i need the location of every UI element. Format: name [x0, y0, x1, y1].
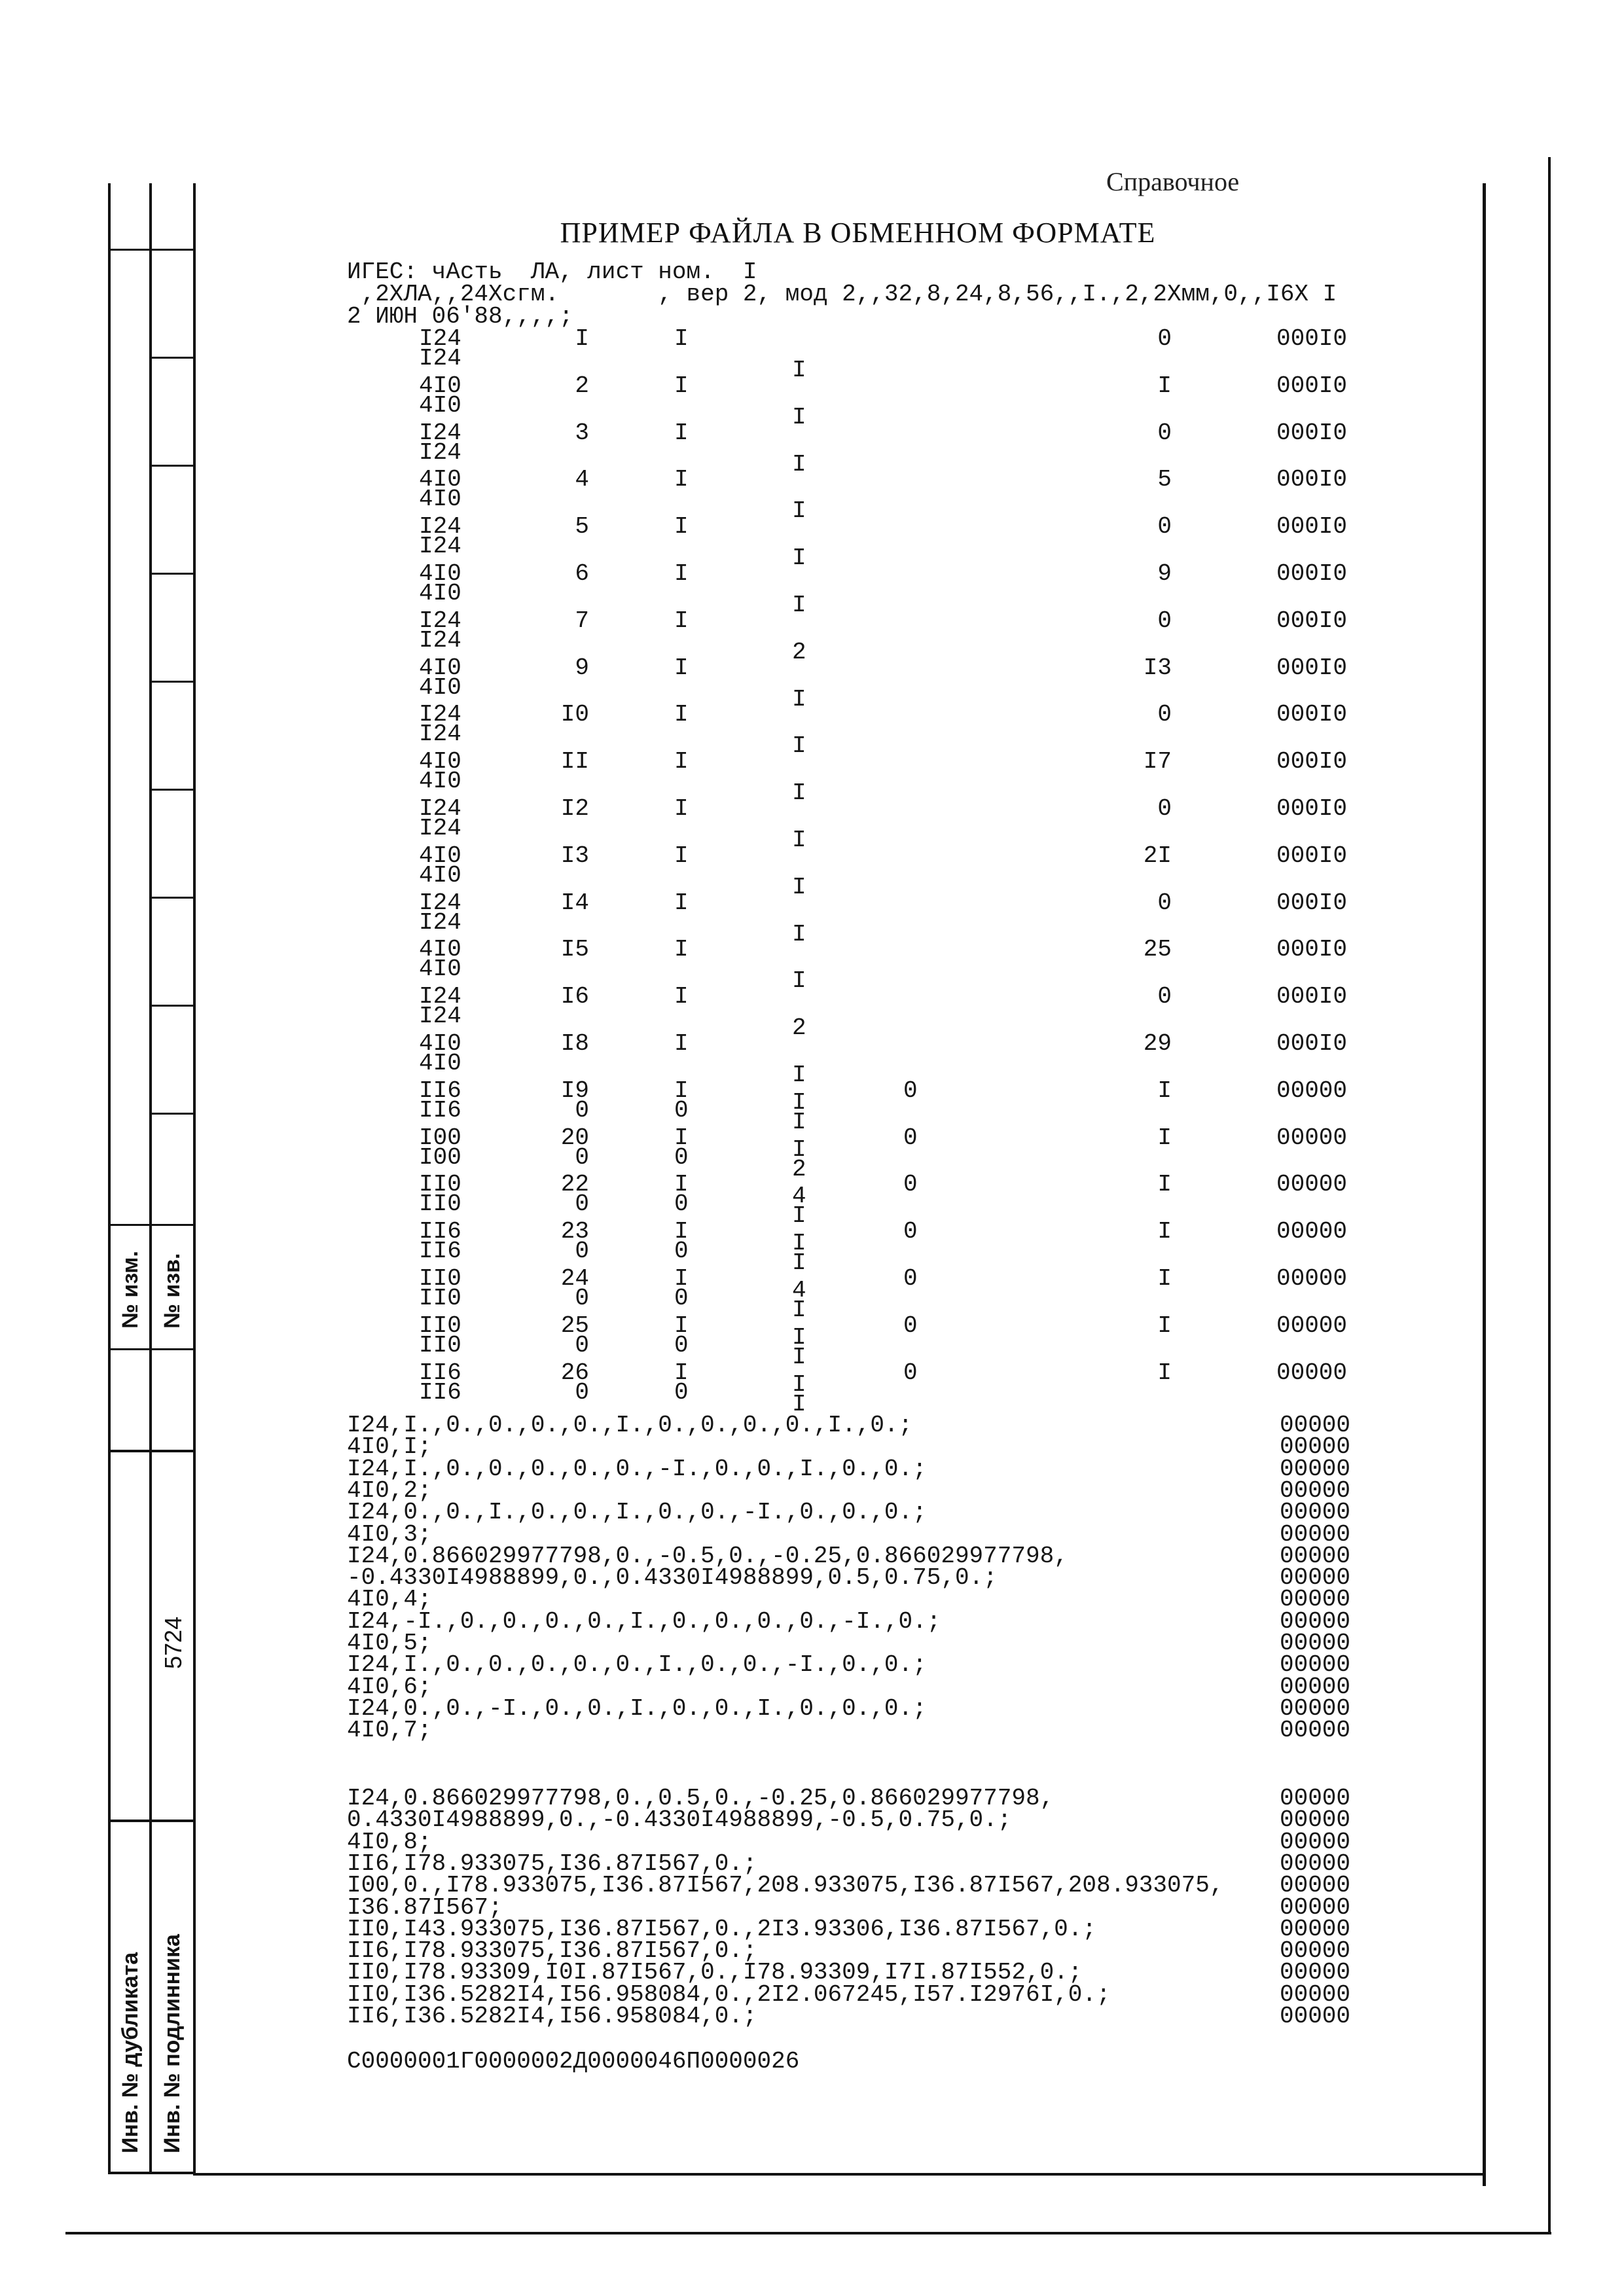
directory-cell: 0 [575, 1285, 589, 1312]
directory-cell: I24 [419, 626, 461, 654]
parameter-line: I24,0.866029977798,0.,-0.5,0.,-0.25,0.866029977798, [347, 1542, 1068, 1570]
parameter-seq: 00000 [1280, 1673, 1351, 1700]
directory-cell: I [792, 1108, 806, 1136]
start-line-1: ИГЕС: чАсть ЛА, лист ном. I [347, 259, 757, 285]
directory-cell: II [560, 748, 589, 776]
directory-cell: I8 [560, 1030, 589, 1057]
directory-cell: I [674, 701, 689, 728]
directory-cell: 4I0 [419, 842, 461, 869]
directory-cell: 000I0 [1276, 889, 1348, 916]
directory-cell: I2 [560, 795, 589, 822]
directory-cell: 000I0 [1276, 936, 1348, 963]
directory-cell: 4I0 [419, 673, 461, 701]
directory-cell: I [674, 1312, 689, 1339]
directory-cell: I [674, 936, 689, 963]
directory-cell: 4I0 [419, 956, 461, 983]
directory-cell: I [575, 325, 589, 352]
directory-cell: I [674, 1171, 689, 1198]
directory-cell: I [792, 497, 806, 525]
directory-cell: 000I0 [1276, 654, 1348, 681]
parameter-seq: 00000 [1280, 1915, 1351, 1943]
directory-cell: 4I0 [419, 748, 461, 776]
directory-cell: I [792, 1371, 806, 1398]
directory-cell: I24 [419, 513, 461, 541]
directory-cell: 00000 [1276, 1124, 1348, 1151]
directory-cell: 00000 [1276, 1171, 1348, 1198]
directory-cell: 4 [792, 1277, 806, 1304]
directory-cell: 26 [560, 1359, 589, 1386]
directory-cell: 0 [1157, 607, 1172, 634]
parameter-seq: 00000 [1280, 1717, 1351, 1744]
directory-cell: 24 [560, 1265, 589, 1292]
directory-cell: 0 [674, 1285, 689, 1312]
directory-cell: I00 [419, 1143, 461, 1171]
parameter-line: I36.87I567; [347, 1893, 503, 1921]
directory-cell: 2I [1143, 842, 1172, 869]
parameter-line: II0,I78.93309,I0I.87I567,0.,I78.93309,I7I.87I552,0.; [347, 1959, 1083, 1986]
directory-cell: I [674, 748, 689, 776]
directory-cell: 0 [1157, 701, 1172, 728]
directory-cell: I [674, 1030, 689, 1057]
directory-cell: 0 [575, 1143, 589, 1171]
directory-cell: 6 [575, 560, 589, 587]
directory-cell: 0 [674, 1378, 689, 1406]
directory-cell: 4I0 [419, 466, 461, 493]
directory-cell: I24 [419, 721, 461, 748]
parameter-seq: 00000 [1280, 1412, 1351, 1439]
parameter-line: 4I0,I; [347, 1433, 432, 1461]
parameter-line: II6,I78.933075,I36.87I567,0.; [347, 1937, 757, 1965]
directory-cell: 0 [674, 1096, 689, 1124]
directory-cell: I [792, 1136, 806, 1163]
directory-cell: I [674, 1265, 689, 1292]
parameter-line: 4I0,8; [347, 1828, 432, 1856]
directory-cell: 0 [903, 1218, 918, 1246]
directory-cell: I [674, 1077, 689, 1104]
directory-cell: 000I0 [1276, 513, 1348, 541]
directory-cell: II0 [419, 1312, 461, 1339]
directory-cell: I24 [419, 1003, 461, 1030]
directory-cell: I [792, 403, 806, 431]
directory-cell: 00000 [1276, 1218, 1348, 1246]
directory-cell: I7 [1143, 748, 1172, 776]
directory-cell: I5 [560, 936, 589, 963]
directory-cell: I00 [419, 1124, 461, 1151]
directory-cell: 4I0 [419, 372, 461, 399]
directory-cell: 000I0 [1276, 372, 1348, 399]
directory-cell: II0 [419, 1171, 461, 1198]
directory-cell: II0 [419, 1285, 461, 1312]
directory-cell: II6 [419, 1359, 461, 1386]
directory-cell: 0 [575, 1191, 589, 1218]
directory-cell: I4 [560, 889, 589, 916]
directory-cell: 0 [903, 1265, 918, 1292]
directory-cell: 000I0 [1276, 748, 1348, 776]
directory-cell: I [674, 842, 689, 869]
directory-cell: 4I0 [419, 768, 461, 795]
directory-cell: I24 [419, 889, 461, 916]
directory-cell: 0 [1157, 983, 1172, 1011]
parameter-line: I24,I.,0.,0.,0.,0.,0.,I.,0.,0.,-I.,0.,0.; [347, 1651, 927, 1679]
directory-cell: II6 [419, 1378, 461, 1406]
parameter-seq: 00000 [1280, 1695, 1351, 1722]
directory-cell: 5 [1157, 466, 1172, 493]
parameter-line: 4I0,6; [347, 1673, 432, 1700]
directory-cell: I24 [419, 345, 461, 372]
directory-cell: 0 [575, 1378, 589, 1406]
directory-cell: 4I0 [419, 1050, 461, 1077]
parameter-line: I24,0.,0.,I.,0.,0.,I.,0.,0.,-I.,0.,0.,0.; [347, 1499, 927, 1526]
directory-cell: I [1157, 1077, 1172, 1104]
directory-cell: I [674, 889, 689, 916]
directory-cell: I [674, 654, 689, 681]
directory-cell: I [674, 560, 689, 587]
directory-cell: I [1157, 1359, 1172, 1386]
directory-cell: 00000 [1276, 1265, 1348, 1292]
margin-inv-dubl-label: Инв. № дубликата [118, 1952, 143, 2153]
directory-cell: I [792, 545, 806, 572]
global-line-1: ,2ХЛА,,24Хсгм. , вер 2, мод 2,,32,8,24,8,56,,I.,2,2Хмм,0,,I6X I [347, 281, 1337, 308]
directory-cell: I [674, 1359, 689, 1386]
parameter-seq: 00000 [1280, 1872, 1351, 1899]
parameter-line: 4I0,4; [347, 1586, 432, 1613]
directory-cell: 4I0 [419, 654, 461, 681]
parameter-line: 4I0,7; [347, 1717, 432, 1744]
directory-cell: 2 [575, 372, 589, 399]
directory-cell: I [792, 920, 806, 948]
parameter-seq: 00000 [1280, 1893, 1351, 1921]
directory-cell: I [792, 357, 806, 384]
directory-cell: 9 [575, 654, 589, 681]
parameter-seq: 00000 [1280, 1850, 1351, 1877]
directory-cell: I [1157, 1124, 1172, 1151]
directory-cell: 000I0 [1276, 419, 1348, 446]
directory-cell: I [792, 1343, 806, 1371]
directory-cell: 0 [674, 1143, 689, 1171]
directory-cell: 000I0 [1276, 842, 1348, 869]
directory-cell: 00000 [1276, 1077, 1348, 1104]
parameter-seq: 00000 [1280, 1542, 1351, 1570]
global-line-2: 2 ИЮН 06'88,,,,; [347, 303, 573, 330]
parameter-line: II6,I36.5282I4,I56.958084,0.; [347, 2003, 757, 2030]
directory-cell: I24 [419, 419, 461, 446]
directory-cell: 0 [1157, 795, 1172, 822]
directory-cell: 0 [575, 1096, 589, 1124]
parameter-seq: 00000 [1280, 1828, 1351, 1856]
directory-cell: 00000 [1276, 1359, 1348, 1386]
parameter-line: II0,I36.5282I4,I56.958084,0.,2I2.067245,I57.I2976I,0.; [347, 1981, 1111, 2008]
directory-cell: 0 [1157, 325, 1172, 352]
directory-cell: II6 [419, 1238, 461, 1265]
parameter-seq: 00000 [1280, 2003, 1351, 2030]
directory-cell: I24 [419, 533, 461, 560]
directory-cell: I [792, 827, 806, 853]
parameter-seq: 00000 [1280, 1651, 1351, 1679]
directory-cell: I [792, 685, 806, 713]
directory-cell: 000I0 [1276, 466, 1348, 493]
directory-cell: 00000 [1276, 1312, 1348, 1339]
directory-cell: 25 [560, 1312, 589, 1339]
parameter-line: 4I0,5; [347, 1630, 432, 1657]
directory-cell: 0 [1157, 419, 1172, 446]
directory-cell: 0 [575, 1331, 589, 1359]
directory-cell: I [674, 419, 689, 446]
directory-cell: 9 [1157, 560, 1172, 587]
margin-inv-podl-label: Инв. № подлинника [160, 1934, 185, 2153]
directory-cell: 0 [1157, 889, 1172, 916]
directory-cell: 000I0 [1276, 325, 1348, 352]
parameter-line: I00,0.,I78.933075,I36.87I567,208.933075,I36.87I567,208.933075, [347, 1872, 1224, 1899]
directory-cell: I [674, 1124, 689, 1151]
directory-cell: 000I0 [1276, 701, 1348, 728]
directory-cell: I [1157, 372, 1172, 399]
directory-cell: 23 [560, 1218, 589, 1246]
directory-cell: 000I0 [1276, 560, 1348, 587]
directory-cell: 22 [560, 1171, 589, 1198]
parameter-seq: 00000 [1280, 1433, 1351, 1461]
directory-cell: I24 [419, 439, 461, 466]
directory-cell: 7 [575, 607, 589, 634]
directory-cell: I [1157, 1265, 1172, 1292]
margin-izv-label: № изв. [160, 1253, 185, 1329]
directory-cell: I [674, 1218, 689, 1246]
directory-cell: 0 [674, 1331, 689, 1359]
directory-cell: I [674, 325, 689, 352]
parameter-seq: 00000 [1280, 1806, 1351, 1834]
directory-cell: 0 [903, 1359, 918, 1386]
parameter-line: I24,-I.,0.,0.,0.,0.,I.,0.,0.,0.,0.,-I.,0.; [347, 1607, 941, 1635]
parameter-line: 4I0,3; [347, 1520, 432, 1548]
directory-cell: I [792, 1202, 806, 1230]
directory-cell: 0 [575, 1238, 589, 1265]
directory-cell: 4I0 [419, 580, 461, 607]
directory-cell: 20 [560, 1124, 589, 1151]
directory-cell: I [674, 466, 689, 493]
directory-cell: I3 [1143, 654, 1172, 681]
directory-cell: I [1157, 1312, 1172, 1339]
directory-cell: I [792, 780, 806, 807]
directory-cell: I0 [560, 701, 589, 728]
directory-cell: 4 [575, 466, 589, 493]
directory-cell: I [674, 795, 689, 822]
directory-cell: 25 [1143, 936, 1172, 963]
directory-cell: 4I0 [419, 861, 461, 889]
directory-cell: I [792, 732, 806, 760]
parameter-seq: 00000 [1280, 1499, 1351, 1526]
directory-cell: I [792, 967, 806, 995]
directory-cell: I24 [419, 815, 461, 842]
parameter-seq: 00000 [1280, 1455, 1351, 1482]
directory-cell: 0 [903, 1312, 918, 1339]
parameter-seq: 00000 [1280, 1981, 1351, 2008]
parameter-line: -0.4330I4988899,0.,0.4330I4988899,0.5,0.75,0.; [347, 1564, 998, 1592]
directory-cell: I [1157, 1218, 1172, 1246]
directory-cell: 4I0 [419, 1030, 461, 1057]
directory-cell: I [792, 1249, 806, 1277]
directory-cell: I [792, 1230, 806, 1257]
header-label: Справочное [1106, 167, 1240, 196]
parameter-seq: 00000 [1280, 1607, 1351, 1635]
directory-cell: 3 [575, 419, 589, 446]
directory-cell: 0 [903, 1171, 918, 1198]
directory-cell: I3 [560, 842, 589, 869]
directory-cell: I [792, 1390, 806, 1418]
directory-cell: 2 [792, 638, 806, 666]
directory-cell: 4 [792, 1183, 806, 1210]
directory-cell: I24 [419, 701, 461, 728]
directory-cell: 0 [674, 1191, 689, 1218]
margin-number: 5724 [160, 1616, 187, 1669]
directory-cell: 4I0 [419, 391, 461, 419]
directory-cell: II6 [419, 1218, 461, 1246]
directory-cell: 29 [1143, 1030, 1172, 1057]
directory-cell: I24 [419, 795, 461, 822]
directory-cell: I [674, 607, 689, 634]
directory-cell: I [674, 513, 689, 541]
directory-cell: I24 [419, 325, 461, 352]
parameter-line: I24,I.,0.,0.,0.,0.,0.,-I.,0.,0.,I.,0.,0.; [347, 1455, 927, 1482]
directory-cell: 000I0 [1276, 983, 1348, 1011]
directory-cell: I [792, 873, 806, 901]
parameter-seq: 00000 [1280, 1937, 1351, 1965]
directory-cell: 4I0 [419, 936, 461, 963]
directory-cell: 5 [575, 513, 589, 541]
parameter-seq: 00000 [1280, 1586, 1351, 1613]
directory-cell: II0 [419, 1191, 461, 1218]
directory-cell: 2 [792, 1155, 806, 1183]
directory-cell: I24 [419, 607, 461, 634]
parameter-line: 0.4330I4988899,0.,-0.4330I4988899,-0.5,0.75,0.; [347, 1806, 1012, 1834]
parameter-seq: 00000 [1280, 1785, 1351, 1812]
directory-cell: 000I0 [1276, 795, 1348, 822]
directory-cell: I24 [419, 908, 461, 936]
directory-cell: II0 [419, 1265, 461, 1292]
terminate-line: C0000001Г0000002Д0000046П0000026 [347, 2048, 800, 2075]
directory-cell: II6 [419, 1077, 461, 1104]
parameter-line: II0,I43.933075,I36.87I567,0.,2I3.93306,I36.87I567,0.; [347, 1915, 1096, 1943]
parameter-seq: 00000 [1280, 1520, 1351, 1548]
directory-cell: I24 [419, 983, 461, 1011]
parameter-line: I24,0.866029977798,0.,0.5,0.,-0.25,0.866029977798, [347, 1785, 1055, 1812]
parameter-seq: 00000 [1280, 1630, 1351, 1657]
directory-cell: 0 [1157, 513, 1172, 541]
directory-cell: I9 [560, 1077, 589, 1104]
parameter-line: I24,I.,0.,0.,0.,0.,I.,0.,0.,0.,0.,I.,0.; [347, 1412, 913, 1439]
directory-cell: I [674, 983, 689, 1011]
parameter-line: II6,I78.933075,I36.87I567,0.; [347, 1850, 757, 1877]
parameter-seq: 00000 [1280, 1959, 1351, 1986]
directory-cell: 4I0 [419, 486, 461, 513]
directory-cell: 0 [903, 1077, 918, 1104]
directory-cell: 4I0 [419, 560, 461, 587]
margin-izm-label: № изм. [118, 1251, 143, 1329]
directory-cell: 000I0 [1276, 607, 1348, 634]
directory-cell: I [1157, 1171, 1172, 1198]
directory-cell: II0 [419, 1331, 461, 1359]
directory-cell: 000I0 [1276, 1030, 1348, 1057]
directory-cell: II6 [419, 1096, 461, 1124]
directory-cell: I6 [560, 983, 589, 1011]
directory-cell: 0 [674, 1238, 689, 1265]
directory-cell: I [792, 1323, 806, 1351]
directory-cell: I [792, 1088, 806, 1116]
parameter-seq: 00000 [1280, 1477, 1351, 1504]
page-title: ПРИМЕР ФАЙЛА В ОБМЕННОМ ФОРМАТЕ [560, 217, 1156, 249]
parameter-seq: 00000 [1280, 1564, 1351, 1592]
parameter-line: I24,0.,0.,-I.,0.,0.,I.,0.,0.,I.,0.,0.,0.; [347, 1695, 927, 1722]
directory-cell: I [792, 450, 806, 478]
directory-cell: 2 [792, 1014, 806, 1042]
directory-cell: I [792, 592, 806, 619]
directory-cell: 0 [903, 1124, 918, 1151]
directory-cell: I [792, 1062, 806, 1088]
directory-cell: I [792, 1297, 806, 1323]
directory-cell: I [674, 372, 689, 399]
parameter-line: 4I0,2; [347, 1477, 432, 1504]
